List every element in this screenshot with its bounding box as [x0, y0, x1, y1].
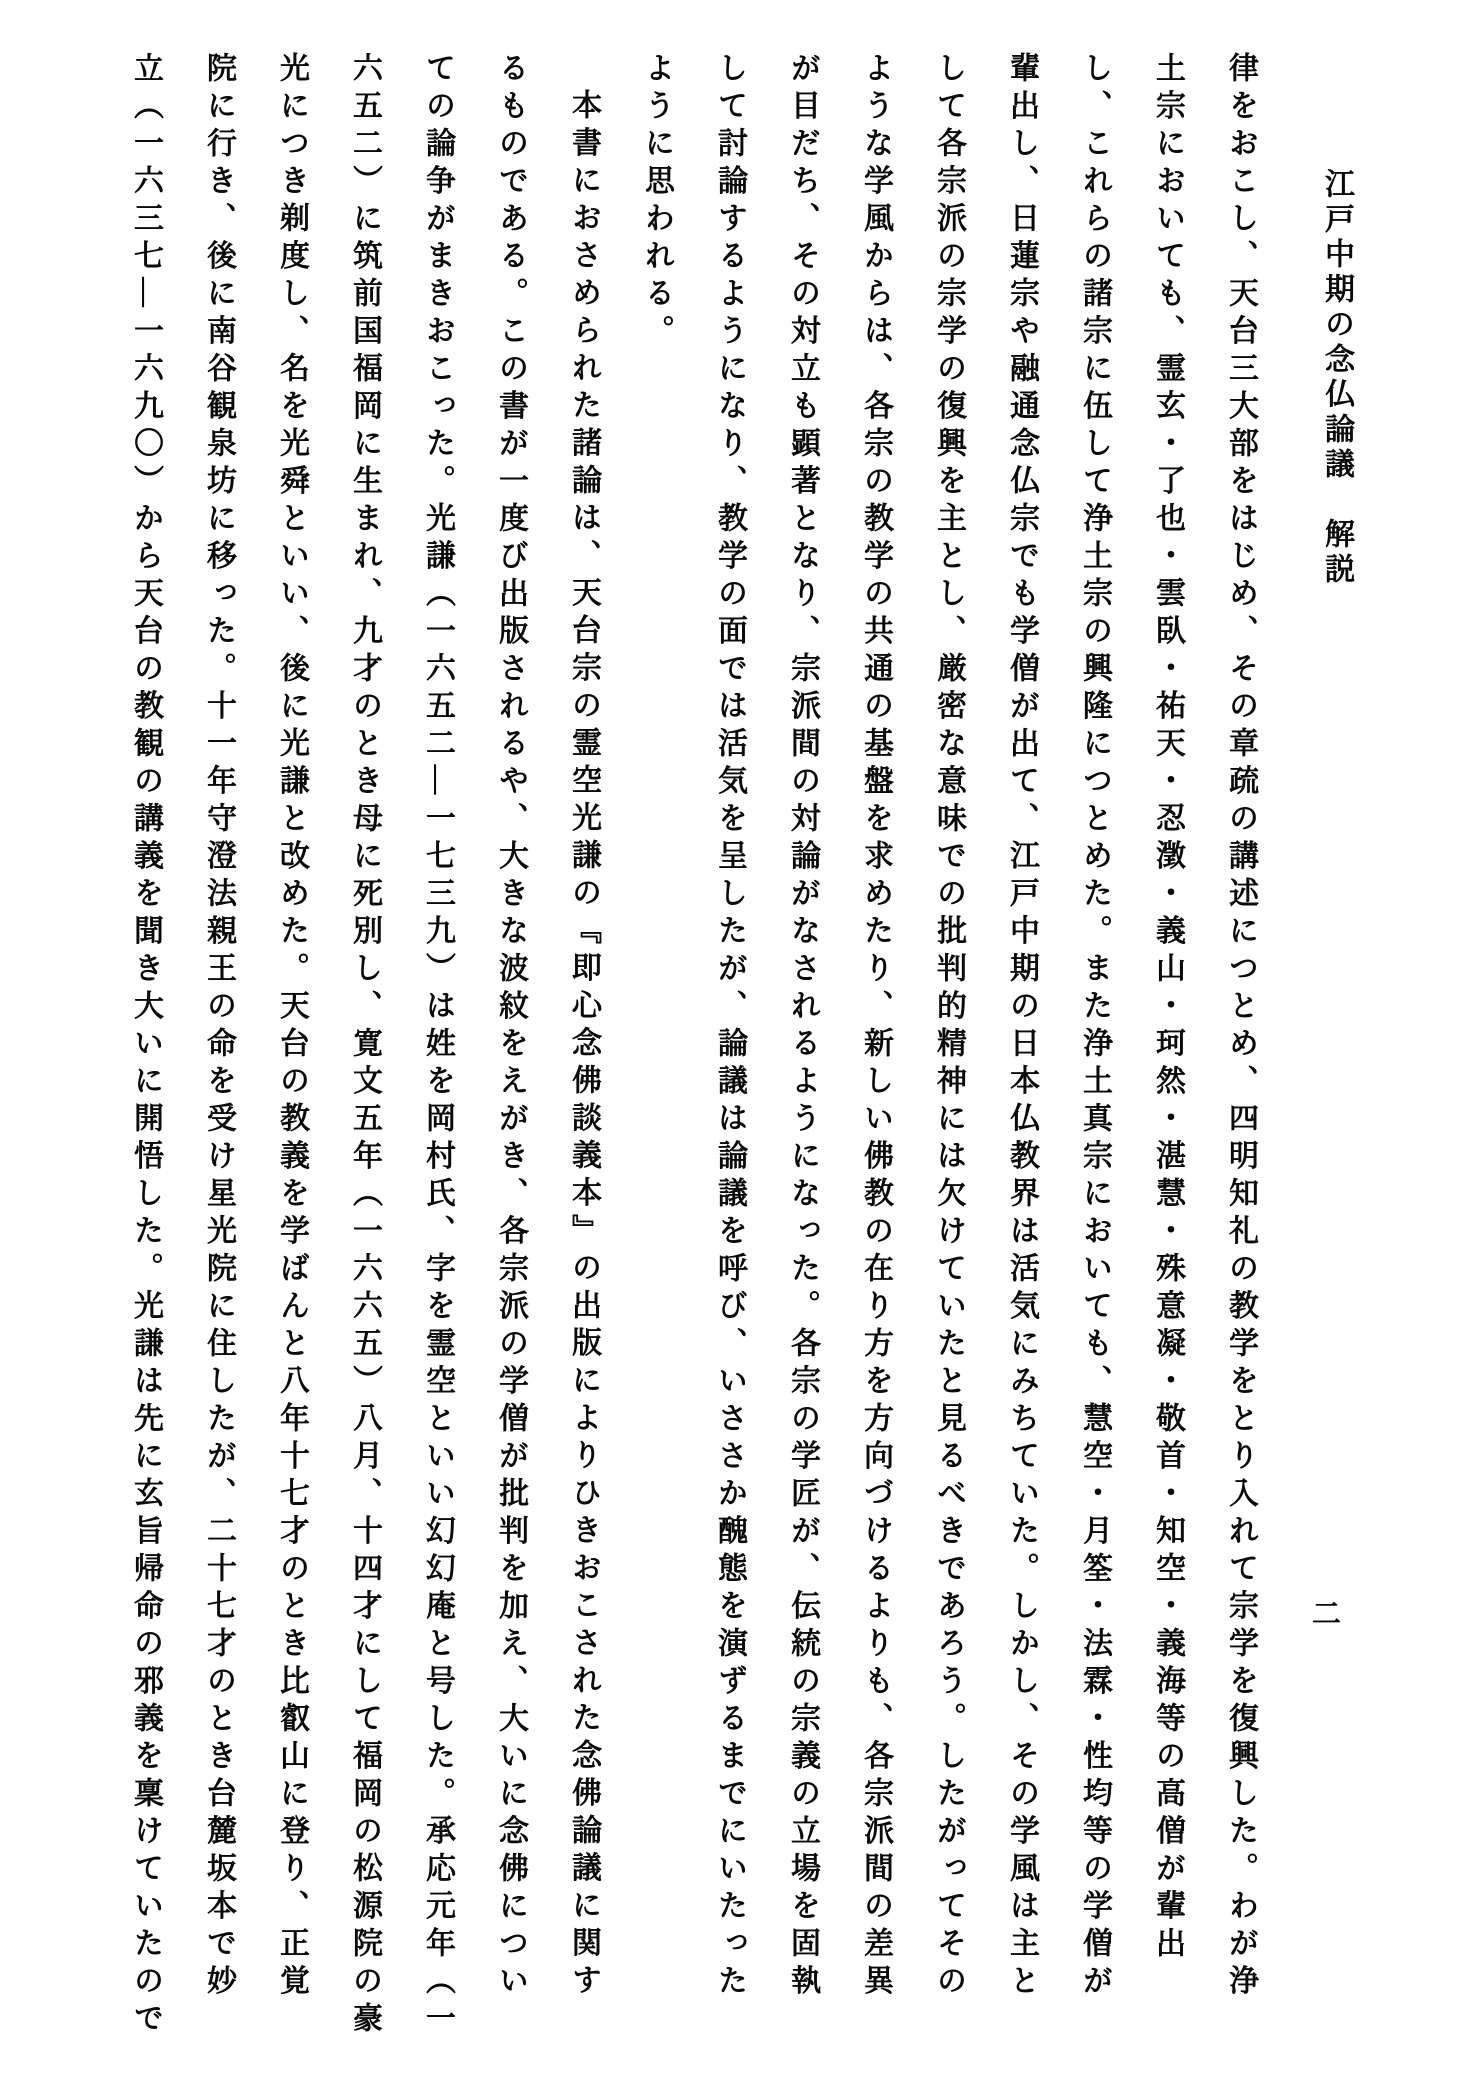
text-column: 院に行き、後に南谷観泉坊に移った。十一年守澄法親王の命を受け星光院に住したが、二十七才のとき台麓坂本で妙 [202, 52, 235, 2002]
paragraph [620, 52, 1277, 2062]
text-column: 本書におさめられた諸論は、天台宗の霊空光謙の『即心念佛談義本』の出版によりひきおこされた念佛論議に関す [567, 89, 600, 2002]
text-column: 六五二）に筑前国福岡に生まれ、九才のとき母に死別し、寛文五年（一六六五）八月、十四才にして福岡の松源院の豪 [348, 52, 381, 2040]
text-column: 輩出し、日蓮宗や融通念仏宗でも学僧が出て、江戸中期の日本仏教界は活気にみちていた。しかし、その学風は主と [1005, 52, 1038, 2002]
text-column: し、これらの諸宗に伍して浄土宗の興隆につとめた。また浄土真宗においても、慧空・月筌・法霖・性均等の学僧が [1078, 52, 1111, 2002]
body-text [109, 52, 1277, 2062]
text-column: ような学風からは、各宗の教学の共通の基盤を求めたり、新しい佛教の在り方を方向づけるよりも、各宗派間の差異 [859, 52, 892, 2002]
text-column: が目だち、その対立も顕著となり、宗派間の対論がなされるようになった。各宗の学匠が、伝統の宗義の立場を固執 [786, 52, 819, 2002]
text-column: ように思われる。 [640, 52, 673, 352]
text-column: 土宗においても、霊玄・了也・雲臥・祐天・忍澂・義山・珂然・湛慧・殊意凝・敬首・知空・義海等の高僧が輩出 [1151, 52, 1184, 1965]
text-column: 律をおこし、天台三大部をはじめ、その章疏の講述につとめ、四明知礼の教学をとり入れて宗学を復興した。わが浄 [1224, 52, 1257, 2002]
page-title: 江戸中期の念仏論議 解説 [1320, 168, 1353, 588]
text-column: して各宗派の宗学の復興を主とし、厳密な意味での批判的精神には欠けていたと見るべきであろう。したがってその [932, 52, 965, 2002]
paragraph [109, 52, 620, 2062]
page-number: 二 [1308, 1598, 1340, 1627]
text-column: 立（一六三七―一六九〇）から天台の教観の講義を聞き大いに開悟した。光謙は先に玄旨帰命の邪義を稟けていたので [129, 52, 162, 2040]
text-column: ての論争がまきおこった。光謙（一六五二―一七三九）は姓を岡村氏、字を霊空といい幻幻庵と号した。承応元年（一 [421, 52, 454, 2040]
text-column: 光につき剃度し、名を光舜といい、後に光謙と改めた。天台の教義を学ばんと八年十七才のとき比叡山に登り、正覚 [275, 52, 308, 2002]
text-column: して討論するようになり、教学の面では活気を呈したが、論議は論議を呼び、いささか醜態を演ずるまでにいたった [713, 52, 746, 2002]
text-column: るものである。この書が一度び出版されるや、大きな波紋をえがき、各宗派の学僧が批判を加え、大いに念佛につい [494, 52, 527, 2002]
